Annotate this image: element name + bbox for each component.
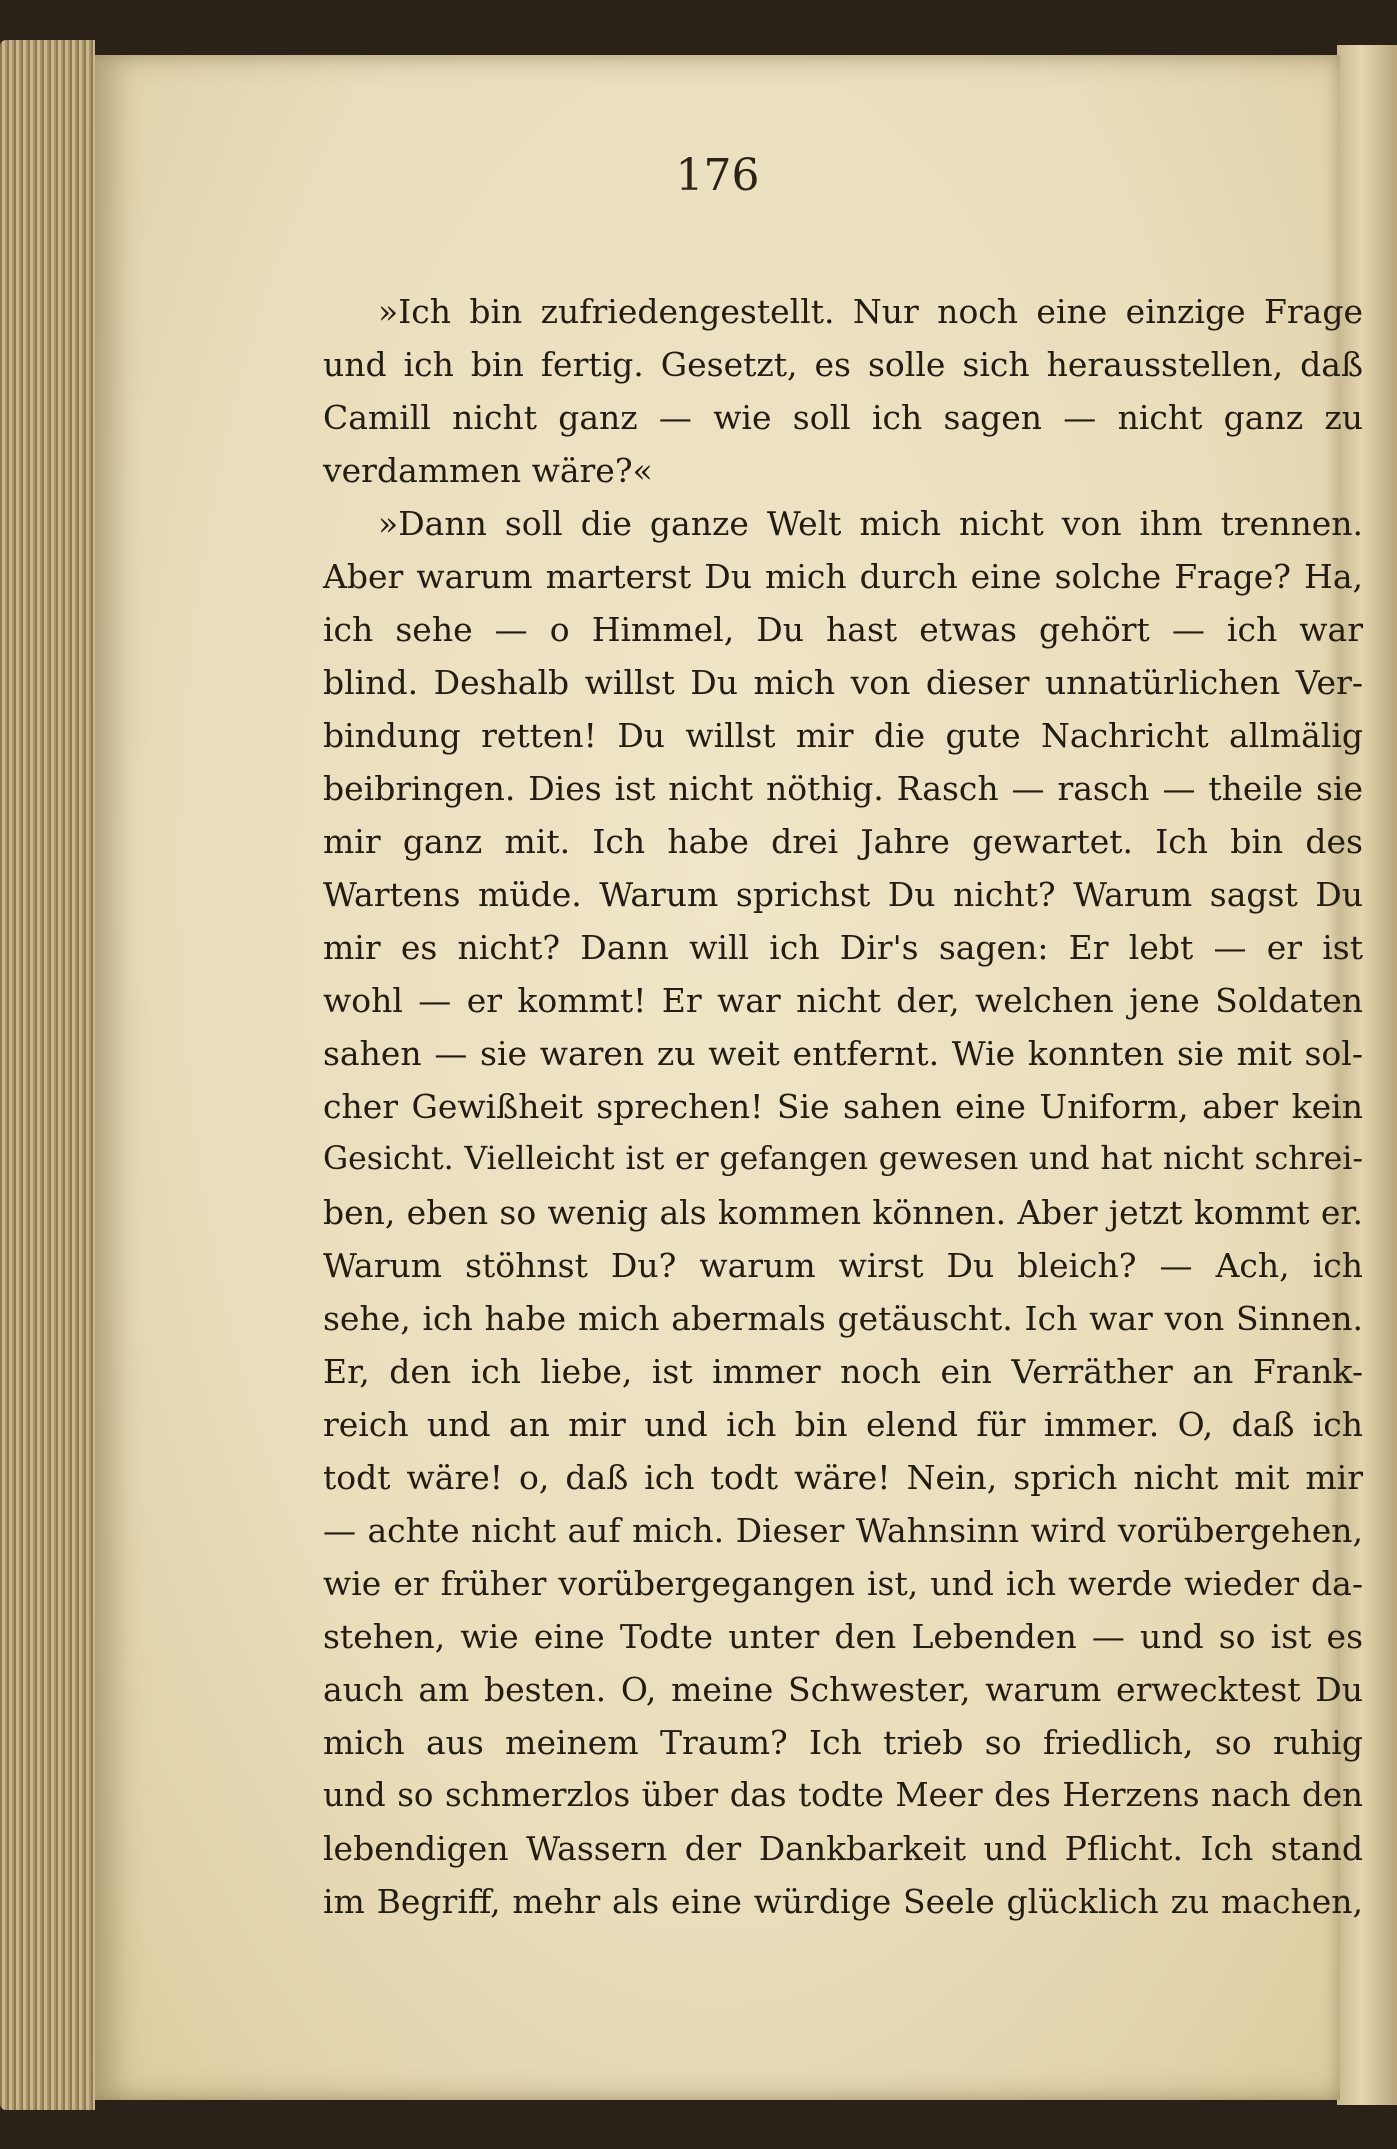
text-line: verdammen wäre?« <box>323 451 653 490</box>
text-line: blind. Deshalb willst Du mich von dieser unnatürlichen Ver- <box>323 663 1363 702</box>
body-text <box>323 285 1363 1928</box>
text-line: Er, den ich liebe, ist immer noch ein Verräther an Frank- <box>323 1352 1363 1391</box>
text-line: mir es nicht? Dann will ich Dir's sagen: Er lebt — er ist <box>323 928 1363 967</box>
text-line: Gesicht. Vielleicht ist er gefangen gewesen und hat nicht schrei- <box>323 1141 1363 1177</box>
text-line: bindung retten! Du willst mir die gute Nachricht allmälig <box>323 716 1363 755</box>
text-line: »Ich bin zufriedengestellt. Nur noch eine einzige Frage <box>378 292 1363 331</box>
text-line: im Begriff, mehr als eine würdige Seele glücklich zu machen, <box>323 1882 1363 1921</box>
text-line: Wartens müde. Warum sprichst Du nicht? Warum sagst Du <box>323 875 1363 914</box>
text-line: — achte nicht auf mich. Dieser Wahnsinn wird vorübergehen, <box>323 1511 1363 1550</box>
text-line: beibringen. Dies ist nicht nöthig. Rasch — rasch — theile sie <box>323 769 1363 808</box>
text-line: wie er früher vorübergegangen ist, und ich werde wieder da- <box>323 1564 1363 1603</box>
text-line: mir ganz mit. Ich habe drei Jahre gewartet. Ich bin des <box>323 822 1363 861</box>
text-line: ich sehe — o Himmel, Du hast etwas gehört — ich war <box>323 610 1363 649</box>
text-line: lebendigen Wassern der Dankbarkeit und Pflicht. Ich stand <box>323 1829 1363 1868</box>
text-line: reich und an mir und ich bin elend für immer. O, daß ich <box>323 1405 1363 1444</box>
text-line: sehe, ich habe mich abermals getäuscht. Ich war von Sinnen. <box>323 1299 1363 1338</box>
text-line: todt wäre! o, daß ich todt wäre! Nein, sprich nicht mit mir <box>323 1458 1363 1497</box>
text-line: cher Gewißheit sprechen! Sie sahen eine Uniform, aber kein <box>323 1087 1363 1126</box>
text-line: stehen, wie eine Todte unter den Lebenden — und so ist es <box>323 1617 1363 1656</box>
text-line: Aber warum marterst Du mich durch eine solche Frage? Ha, <box>323 557 1363 596</box>
text-line: mich aus meinem Traum? Ich trieb so friedlich, so ruhig <box>323 1723 1363 1762</box>
page-number: 176 <box>675 150 760 201</box>
book-page-edges <box>0 40 95 2110</box>
text-line: ben, eben so wenig als kommen können. Aber jetzt kommt er. <box>323 1193 1363 1232</box>
text-line: Warum stöhnst Du? warum wirst Du bleich? — Ach, ich <box>323 1246 1363 1285</box>
text-line: Camill nicht ganz — wie soll ich sagen — nicht ganz zu <box>323 398 1363 437</box>
text-line: »Dann soll die ganze Welt mich nicht von ihm trennen. <box>378 504 1363 543</box>
text-line: wohl — er kommt! Er war nicht der, welchen jene Soldaten <box>323 981 1363 1020</box>
text-line: und ich bin fertig. Gesetzt, es solle sich herausstellen, daß <box>323 345 1363 384</box>
text-line: und so schmerzlos über das todte Meer des Herzens nach den <box>323 1776 1363 1814</box>
text-line: auch am besten. O, meine Schwester, warum erwecktest Du <box>323 1670 1363 1709</box>
text-line: sahen — sie waren zu weit entfernt. Wie konnten sie mit sol- <box>323 1034 1363 1073</box>
book-page <box>95 55 1363 2100</box>
